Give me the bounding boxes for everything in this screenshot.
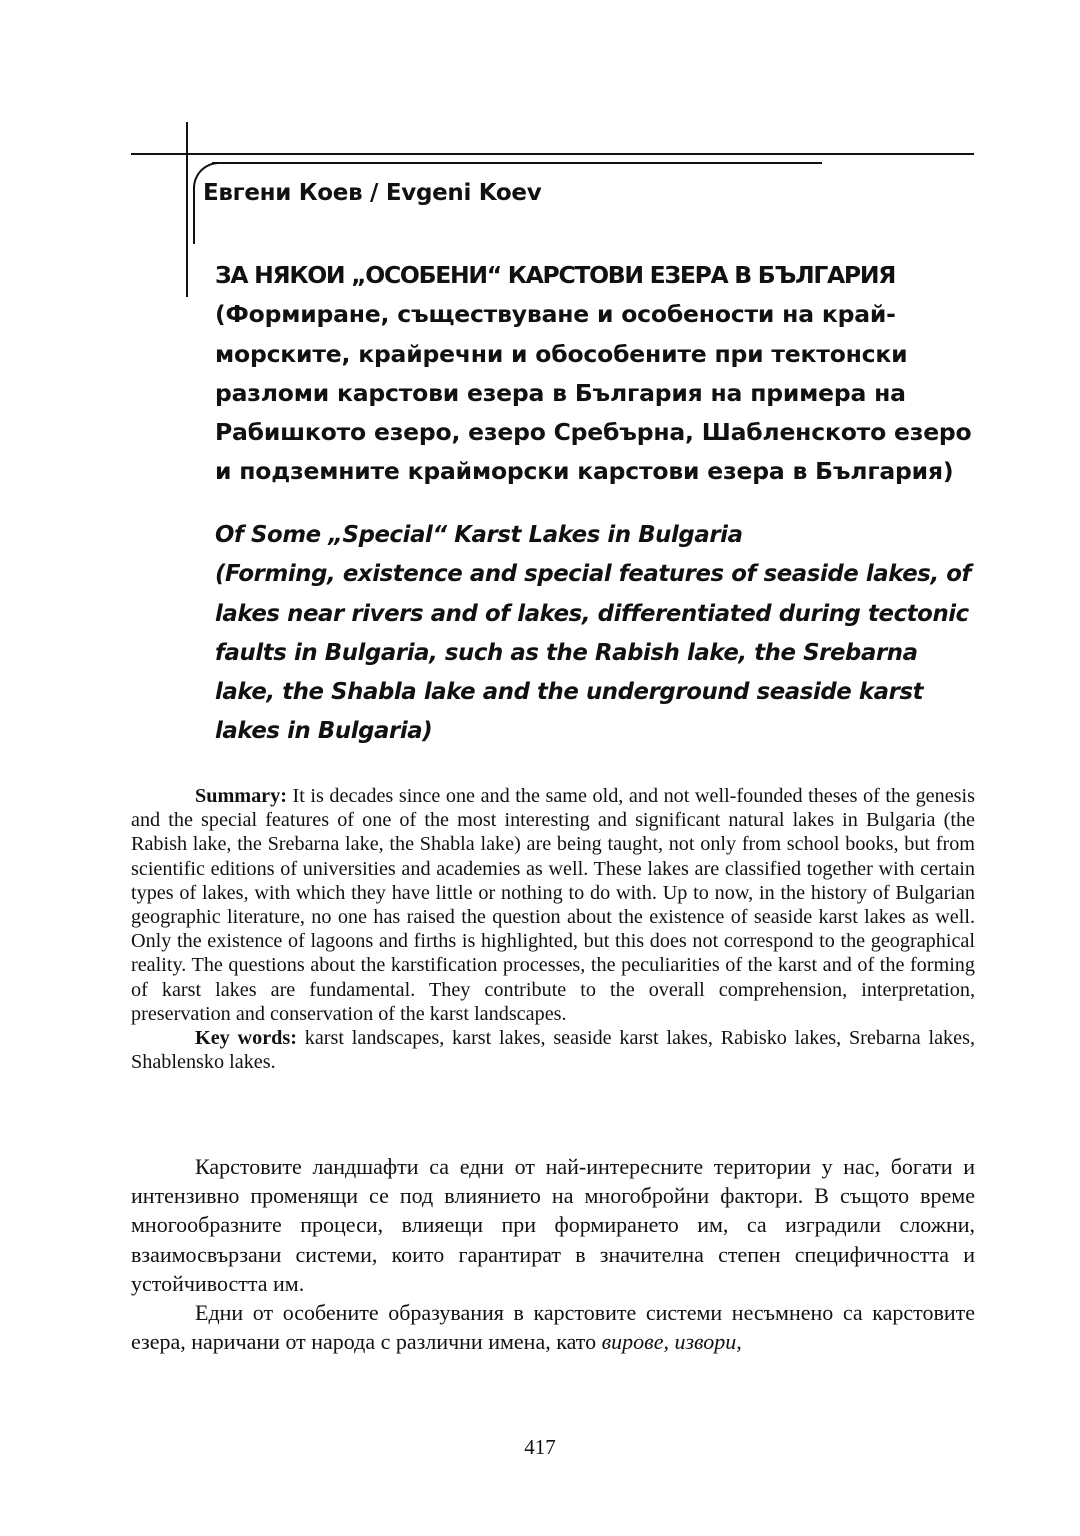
author-line: Евгени Коев / Evgeni Koev [203, 180, 542, 206]
title-english-subtitle: (Forming, existence and special features of seaside lakes, of lakes near rivers and of lakes, differentiated during tectonic faults in Bulgaria, such as the Rabish lake, the Srebarna lake, the Shabla lake and the underground seaside karst lakes in Bulgaria) [215, 561, 972, 745]
summary-text: It is decades since one and the same old, and not well-founded theses of the genesis and the special features of one of the most interesting and significant natural lakes in Bulgaria (the Rabish lake, the Srebarna lake, the Shabla lake) are being taught, not only from school books, but from scientific editions of universities and academies as well. These lakes are classified together with certain types of lakes, with which they have little or nothing to do with. Up to now, in the history of Bulgarian geographic literature, no one has raised the question about the existence of seaside karst lakes as well. Only the existence of lagoons and firths is highlighted, but this does not correspond to the geographical reality. The questions about the karstification processes, the peculiarities of the karst and of the forming of karst lakes are fundamental. They contribute to the overall comprehension, interpretation, preservation and conservation of the karst landscapes. [131, 785, 975, 1025]
summary-label: Summary: [195, 785, 287, 807]
keywords-label: Key words: [195, 1027, 297, 1050]
keywords-paragraph [131, 1026, 975, 1074]
title-bulgarian-subtitle: (Формиране, съществуване и особености на крайморските, крайречни и обособените при тектонски разломи карстови езера в България на примера на Рабишкото езеро, езеро Сребърна, Шабленското езеро и подземните крайморски карстови езера в България) [215, 300, 972, 486]
header-rule-vertical [186, 122, 188, 297]
summary-paragraph [131, 784, 975, 1026]
header-rule-inner [212, 162, 822, 164]
title-bulgarian-main: ЗА НЯКОИ „ОСОБЕНИ“ КАРСТОВИ ЕЗЕРА В БЪЛГАРИЯ [215, 261, 896, 289]
header-rule-horizontal [131, 153, 974, 155]
body-paragraph-2-text: Едни от особените образувания в карстовите системи несъмнено са карстовите езера, наричани от народа с различни имена, като [131, 1300, 975, 1355]
header-rule-inner-vertical [193, 186, 195, 244]
keywords-text: karst landscapes, karst lakes, seaside karst lakes, Rabisko lakes, Srebarna lakes, Shablensko lakes. [131, 1027, 975, 1074]
title-english-main: Of Some „Special“ Karst Lakes in Bulgaria [215, 522, 743, 548]
body-paragraph-2 [131, 1298, 975, 1356]
body-text [131, 1152, 975, 1356]
page-number: 417 [524, 1435, 556, 1459]
title-english [215, 516, 977, 752]
abstract-block [131, 784, 975, 1074]
title-bulgarian [215, 256, 977, 492]
body-paragraph-1: Карстовите ландшафти са едни от най-интересните територии у нас, богати и интензивно променящи се под влиянието на многобройни фактори. В същото време многообразните процеси, влияещи при формирането им, са изградили сложни, взаимосвързани системи, които гарантират в значителна степен специфичността и устойчивостта им. [131, 1154, 975, 1296]
body-paragraph-2-italic: вирове, извори, [601, 1329, 742, 1355]
